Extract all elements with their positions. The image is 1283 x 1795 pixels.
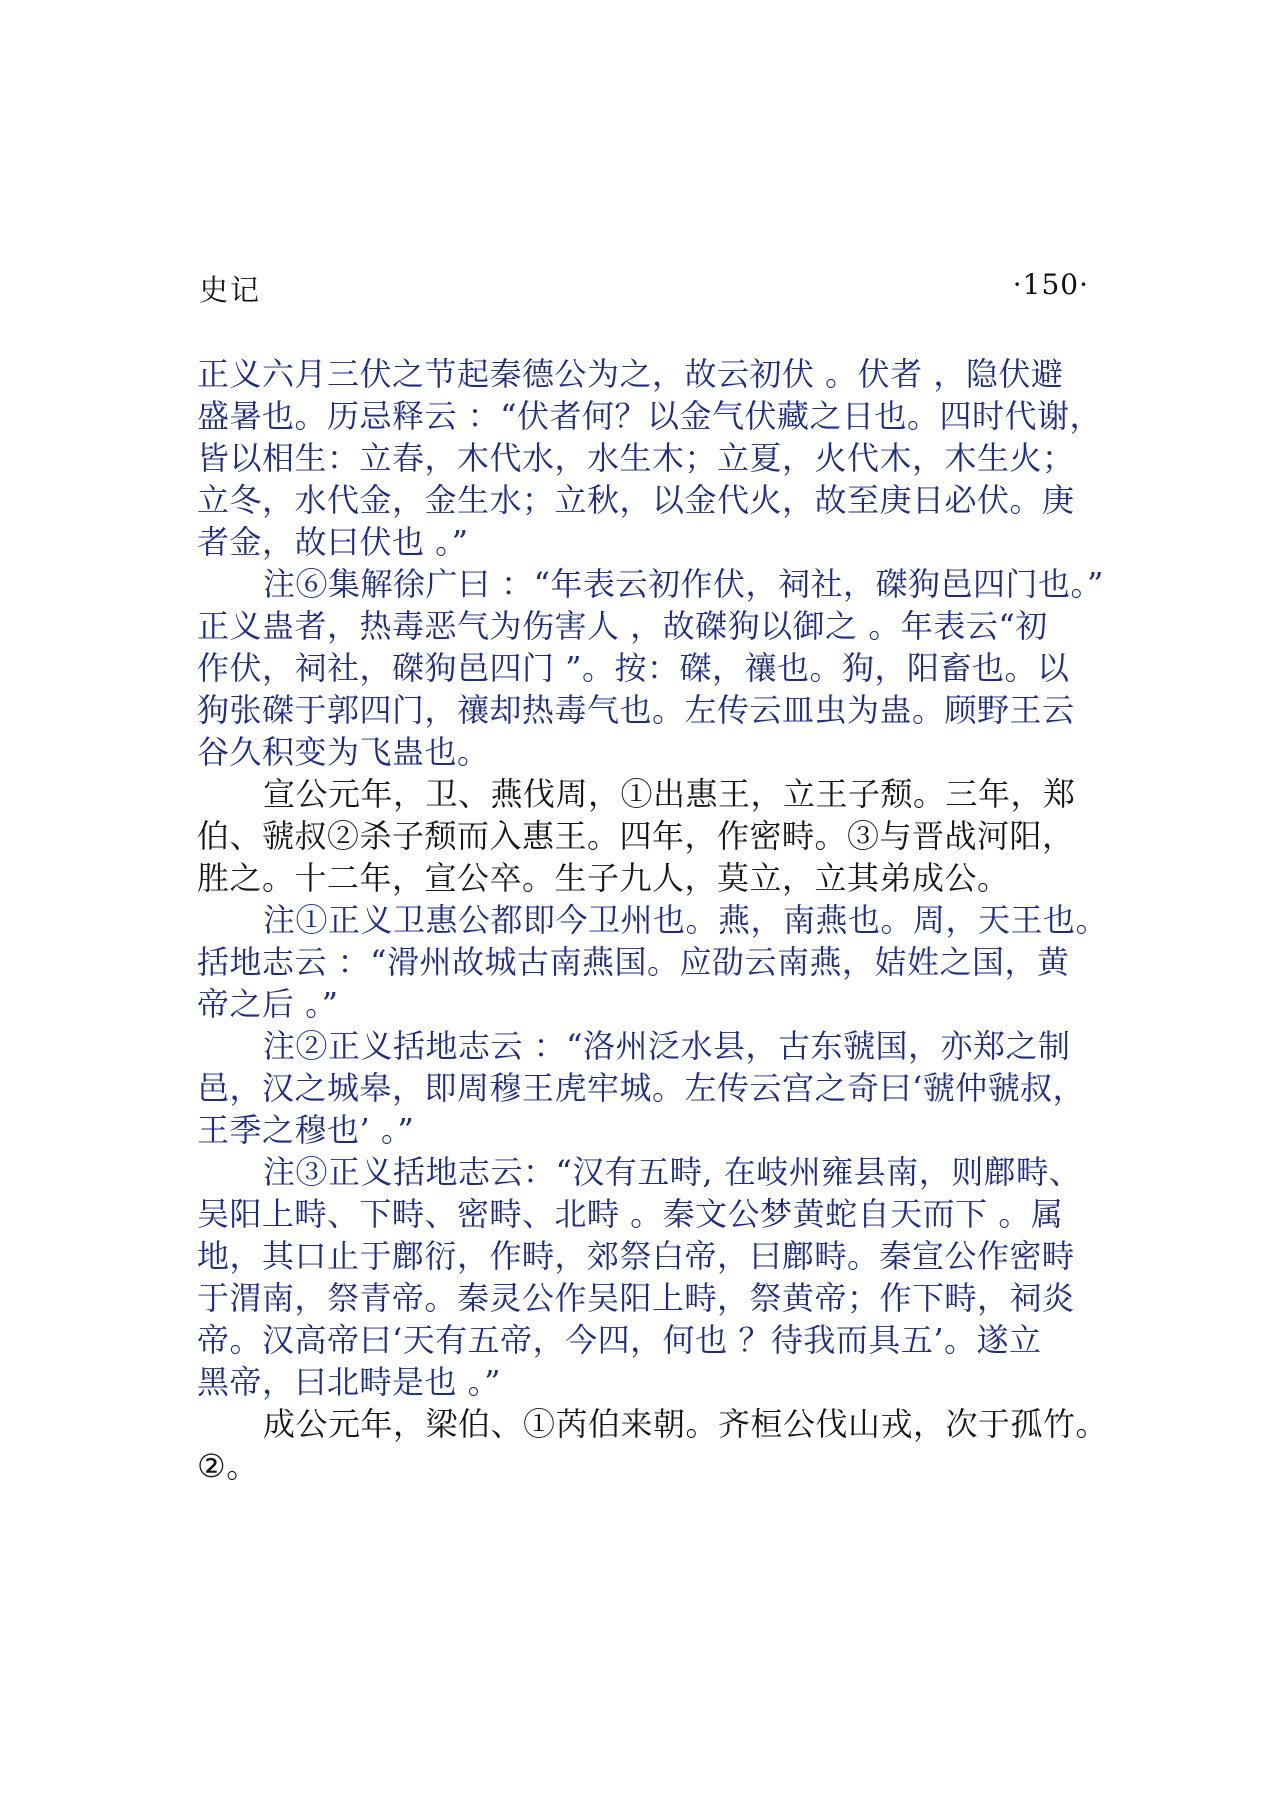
page-number: ·150·: [1012, 268, 1089, 301]
text-line: 作伏，祠社，磔狗邑四门 ”。按：磔，禳也。狗，阳畜也。以: [197, 649, 1070, 687]
page-header: [199, 268, 1089, 308]
text-line: 括地志云 ：“滑州故城古南燕国。应劭云南燕，姞姓之国，黄: [197, 943, 1070, 981]
annotation-line: 注②正义括地志云 ：“洛州泛水县，古东虢国，亦郑之制: [263, 1027, 1071, 1065]
text-line: 王季之穆也’ 。”: [197, 1111, 415, 1149]
annotation-line: 注⑥集解徐广曰 ：“年表云初作伏，祠社，磔狗邑四门也。”: [263, 565, 1104, 603]
text-line: 谷久积变为飞蛊也。: [197, 733, 490, 771]
text-line: 正义蛊者，热毒恶气为伤害人 ，故磔狗以御之 。年表云“初: [197, 607, 1048, 645]
text-line: 立冬，水代金，金生水；立秋，以金代火，故至庚日必伏。庚: [197, 481, 1075, 519]
annotation-line: 注①正义卫惠公都即今卫州也。燕，南燕也。周，天王也。: [263, 901, 1109, 939]
text-line: 者金，故曰伏也 。”: [197, 523, 469, 561]
text-line: 帝之后 。”: [197, 985, 339, 1023]
main-text-line: 宣公元年，卫、燕伐周，①出惠王，立王子颓。三年，郑: [263, 775, 1076, 813]
text-line: 狗张磔于郭四门，禳却热毒气也。左传云皿虫为蛊。顾野王云: [197, 691, 1075, 729]
text-line: 地，其口止于鄜衍，作畤，郊祭白帝，曰鄜畤。秦宣公作密畤: [197, 1237, 1075, 1275]
annotation-line: 注③正义括地志云：“汉有五畤, 在岐州雍县南，则鄜畤、: [263, 1153, 1082, 1191]
text-line: 帝。汉高帝曰‘天有五帝，今四，何也 ？待我而具五’。遂立: [197, 1321, 1042, 1359]
text-line: 邑，汉之城皋，即周穆王虎牢城。左传云宫之奇曰‘虢仲虢叔，: [197, 1069, 1086, 1107]
book-title: 史记: [199, 273, 262, 307]
main-text-line: ②。: [197, 1447, 259, 1485]
main-text-line: 伯、虢叔②杀子颓而入惠王。四年，作密畤。③与晋战河阳，: [197, 817, 1075, 855]
text-line: 皆以相生：立春，木代水，水生木；立夏，火代木，木生火；: [197, 439, 1075, 477]
main-text-line: 成公元年，梁伯、①芮伯来朝。齐桓公伐山戎，次于孤竹。: [263, 1405, 1109, 1443]
text-line: 盛暑也。历忌释云 ：“伏者何？以金气伏藏之日也。四时代谢，: [197, 397, 1103, 435]
body-text: [197, 353, 1109, 1487]
text-line: 正义六月三伏之节起秦德公为之，故云初伏 。伏者 ，隐伏避: [197, 355, 1064, 393]
text-line: 黑帝，曰北畤是也 。”: [197, 1363, 502, 1401]
text-line: 吴阳上畤、下畤、密畤、北畤 。秦文公梦黄蛇自天而下 。属: [197, 1195, 1064, 1233]
main-text-line: 胜之。十二年，宣公卒。生子九人，莫立，立其弟成公。: [197, 859, 1010, 897]
text-line: 于渭南，祭青帝。秦灵公作吴阳上畤，祭黄帝；作下畤，祠炎: [197, 1279, 1075, 1317]
